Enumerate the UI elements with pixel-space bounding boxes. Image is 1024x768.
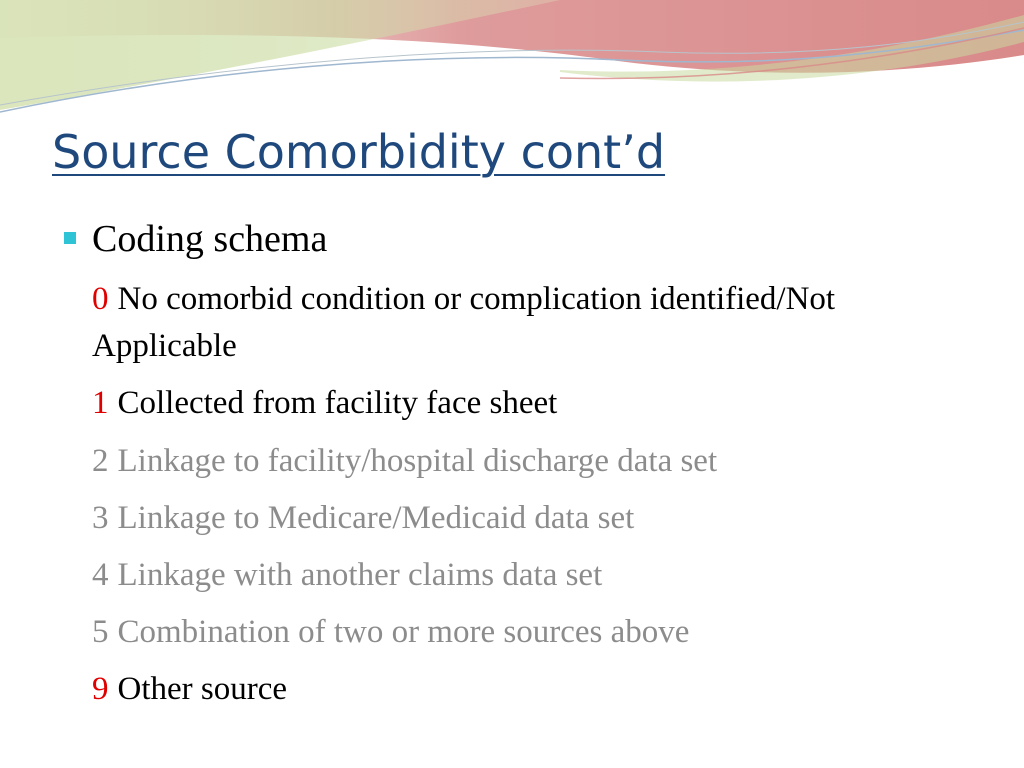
code-number: 0	[92, 281, 109, 317]
square-bullet-icon	[64, 232, 76, 244]
code-number: 3	[92, 500, 109, 536]
code-description: Linkage with another claims data set	[117, 557, 603, 593]
code-description: Collected from facility face sheet	[117, 385, 558, 421]
code-entry-9	[92, 666, 922, 713]
code-entry-0	[92, 276, 922, 370]
code-number: 2	[92, 443, 109, 479]
code-description: Linkage to Medicare/Medicaid data set	[117, 500, 635, 536]
wave-green	[0, 0, 560, 110]
code-entry-4	[92, 552, 922, 599]
code-description: Linkage to facility/hospital discharge data set	[117, 443, 718, 479]
code-entry-5	[92, 609, 922, 656]
code-entry-2	[92, 438, 922, 485]
code-entry-3	[92, 495, 922, 542]
bullet-text: Coding schema	[92, 218, 328, 260]
code-entry-1	[92, 380, 922, 427]
code-description: Combination of two or more sources above	[117, 614, 690, 650]
code-description: Other source	[117, 671, 288, 707]
slide-title: Source Comorbidity cont’d	[52, 125, 666, 179]
code-number: 1	[92, 385, 109, 421]
code-number: 5	[92, 614, 109, 650]
code-number: 9	[92, 671, 109, 707]
decorative-wave-banner	[0, 0, 1024, 130]
code-description: No comorbid condition or complication identified/Not Applicable	[92, 281, 836, 364]
code-number: 4	[92, 557, 109, 593]
